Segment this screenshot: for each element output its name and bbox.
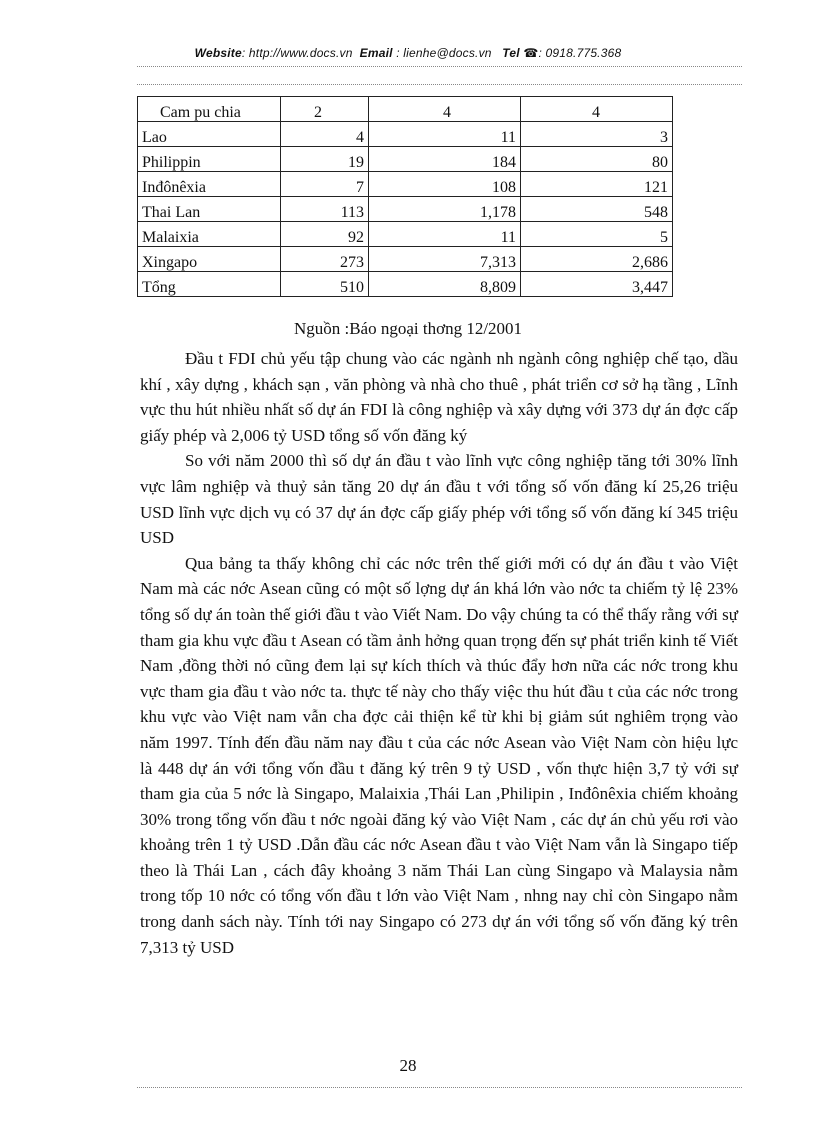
table-cell-value: 548 <box>521 197 673 222</box>
table-cell-country: Xingapo <box>138 247 281 272</box>
tel-label: Tel <box>502 46 520 60</box>
table-cell-value: 4 <box>521 97 673 122</box>
footer-divider <box>137 1087 742 1088</box>
page-header <box>0 46 816 60</box>
website-value[interactable]: : http://www.docs.vn <box>241 46 353 60</box>
table-row <box>138 97 673 122</box>
phone-icon: ☎ <box>523 46 539 60</box>
body-text <box>140 346 738 960</box>
table-cell-value: 3,447 <box>521 272 673 297</box>
table-cell-value: 1,178 <box>369 197 521 222</box>
table-cell-value: 92 <box>281 222 369 247</box>
table-cell-country: Philippin <box>138 147 281 172</box>
header-divider-bottom <box>137 84 742 85</box>
table-cell-country: Malaixia <box>138 222 281 247</box>
paragraph: Qua bảng ta thấy không chỉ các nớc trên thế giới mới có dự án đầu t vào Việt Nam mà các nớc Asean cũng có một số lợng dự án khá lớn vào nớc ta chiếm tỷ lệ 23% tổng số dự án toàn thế giới đầu t vào Viết Nam. Do vậy chúng ta có thể thấy rằng với sự tham gia khu vực đầu t Asean có tầm ảnh hởng quan trọng đến sự phát triển kinh tế Viết Nam ,đồng thời nó cũng đem lại sự kích thích và thúc đẩy hơn nữa các nớc trong khu vực tham gia đầu t vào nớc ta. thực tế này cho thấy việc thu hút đầu t của các nớc trong khu vực vào Việt nam vẫn cha đợc cải thiện kể từ khi bị giảm sút nghiêm trọng vào năm 1997. Tính đến đầu năm nay đầu t của các nớc Asean vào Việt Nam còn hiệu lực là 448 dự án với tổng vốn đầu t đăng ký trên 9 tỷ USD , vốn thực hiện 3,7 tỷ với sự tham gia của 5 nớc là Singapo, Malaixia ,Thái Lan ,Philipin , Inđônêxia chiếm khoảng 30% trong tổng vốn đầu t nớc ngoài đăng ký vào Việt Nam , các dự án chủ yếu rơi vào khoảng trên 1 tỷ USD .Dẫn đầu các nớc Asean đầu t vào Việt Nam vẫn là Singapo tiếp theo là Thái Lan , cách đây khoảng 3 năm Thái Lan cùng Singapo và Malaysia nằm trong tốp 10 nớc có tổng vốn đầu t lớn vào Việt Nam , nhng nay chỉ còn Singapo nằm trong danh sách này. Tính tới nay Singapo có 273 dự án với tổng số vốn đăng ký trên 7,313 tỷ USD <box>140 553 738 957</box>
email-value[interactable]: : lienhe@docs.vn <box>396 46 492 60</box>
table-cell-value: 8,809 <box>369 272 521 297</box>
table-cell-value: 113 <box>281 197 369 222</box>
table-cell-country: Cam pu chia <box>138 97 281 122</box>
table-cell-value: 11 <box>369 122 521 147</box>
table-cell-value: 5 <box>521 222 673 247</box>
table-cell-value: 11 <box>369 222 521 247</box>
table-cell-country: Lao <box>138 122 281 147</box>
asean-fdi-table <box>137 96 673 297</box>
table-cell-value: 7 <box>281 172 369 197</box>
table-cell-value: 273 <box>281 247 369 272</box>
table-cell-value: 121 <box>521 172 673 197</box>
table-row <box>138 197 673 222</box>
table-cell-value: 2 <box>281 97 369 122</box>
table-source-caption: Nguồn :Báo ngoại thơng 12/2001 <box>293 319 523 338</box>
table-cell-value: 4 <box>281 122 369 147</box>
table-row <box>138 247 673 272</box>
table-row <box>138 172 673 197</box>
table-cell-value: 3 <box>521 122 673 147</box>
table-cell-value: 80 <box>521 147 673 172</box>
table-cell-value: 510 <box>281 272 369 297</box>
header-divider-top <box>137 66 742 67</box>
table-cell-country: Inđônêxia <box>138 172 281 197</box>
table-cell-country: Thai Lan <box>138 197 281 222</box>
table-cell-country: Tổng <box>138 272 281 297</box>
table-row <box>138 122 673 147</box>
email-label: Email <box>359 46 393 60</box>
table-cell-value: 7,313 <box>369 247 521 272</box>
paragraph: So với năm 2000 thì số dự án đầu t vào lĩnh vực công nghiệp tăng tới 30% lĩnh vực lâm nghiệp và thuỷ sản tăng 20 dự án đầu t với tổng số vốn đăng kí 25,26 triệu USD lĩnh vực dịch vụ có 37 dự án đợc cấp giấy phép với tổng số vốn đăng kí 345 triệu USD <box>140 451 738 548</box>
table-cell-value: 108 <box>369 172 521 197</box>
page-number: 28 <box>399 1056 417 1075</box>
table-cell-value: 19 <box>281 147 369 172</box>
table-cell-value: 184 <box>369 147 521 172</box>
website-label: Website <box>194 46 242 60</box>
table-row <box>138 272 673 297</box>
table-row <box>138 147 673 172</box>
paragraph: Đầu t FDI chủ yếu tập chung vào các ngành nh ngành công nghiệp chế tạo, dầu khí , xây dựng , khách sạn , văn phòng và nhà cho thuê , phát triển cơ sở hạ tầng , Lĩnh vực thu hút nhiều nhất số dự án FDI là công nghiệp và xây dựng với 373 dự án đợc cấp giấy phép và 2,006 tỷ USD tổng số vốn đăng ký <box>140 349 738 445</box>
table-cell-value: 2,686 <box>521 247 673 272</box>
tel-value: : 0918.775.368 <box>538 46 622 60</box>
table-row <box>138 222 673 247</box>
table-cell-value: 4 <box>369 97 521 122</box>
